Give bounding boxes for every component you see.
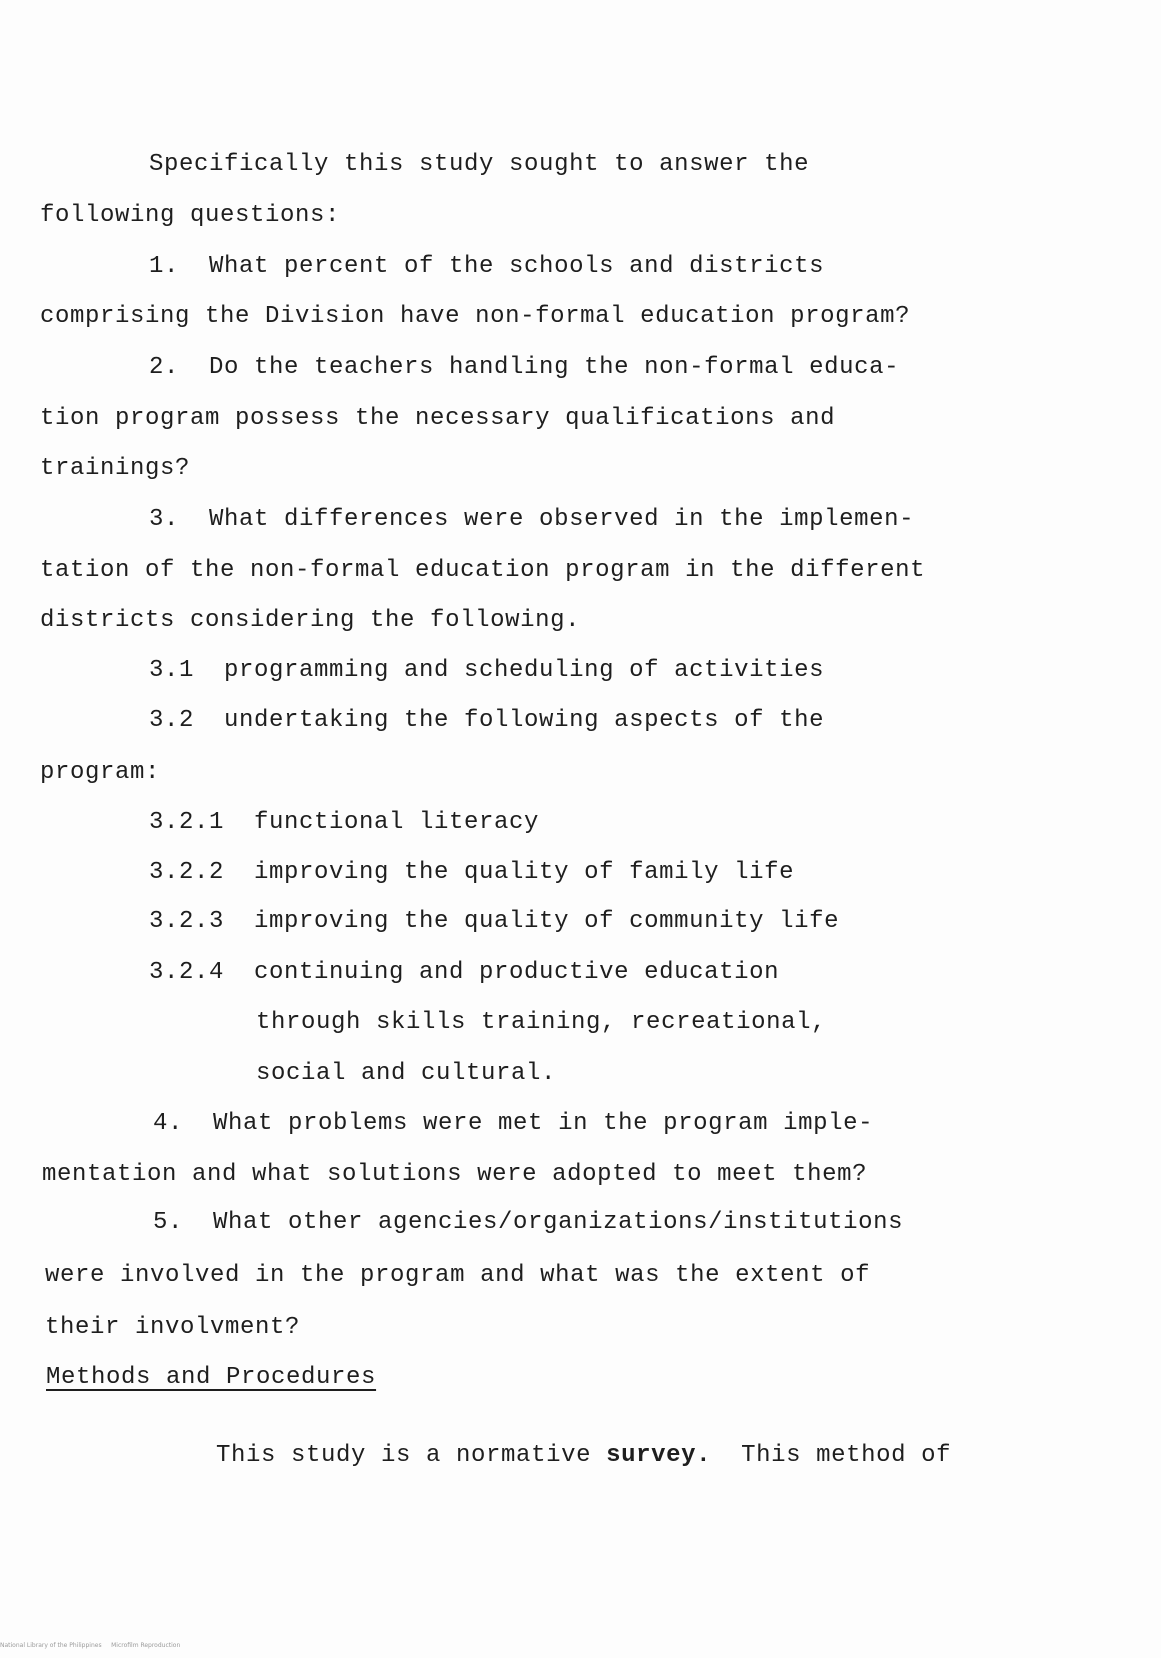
text-span: This study is a normative (216, 1442, 607, 1469)
text-line: Specifically this study sought to answer the (149, 151, 810, 178)
text-line: were involved in the program and what was the extent of (45, 1262, 871, 1289)
text-line: following questions: (40, 202, 341, 229)
text-line: through skills training, recreational, (256, 1009, 827, 1036)
bold-word: survey. (606, 1442, 712, 1469)
text-line: comprising the Division have non-formal education program? (40, 303, 911, 330)
text-line: 3.2.4 continuing and productive education (149, 959, 780, 986)
text-line: program: (40, 759, 161, 786)
text-line: tation of the non-formal education program in the different (40, 557, 926, 584)
text-line: districts considering the following. (40, 607, 581, 634)
text-line: 3.2.3 improving the quality of community life (149, 908, 840, 935)
text-line: 3.2.1 functional literacy (149, 809, 540, 836)
text-line (156, 1411, 951, 1501)
text-line: 4. What problems were met in the program imple- (153, 1110, 874, 1137)
section-heading: Methods and Procedures (46, 1364, 377, 1391)
text-line: tion program possess the necessary qualifications and (40, 405, 836, 432)
text-line: mentation and what solutions were adopted to meet them? (42, 1161, 868, 1188)
text-line: 5. What other agencies/organizations/institutions (153, 1209, 904, 1236)
text-line: social and cultural. (256, 1060, 557, 1087)
text-line: 3.1 programming and scheduling of activities (149, 657, 825, 684)
text-line: trainings? (40, 455, 191, 482)
text-line: their involvment? (45, 1314, 301, 1341)
text-line: 3.2.2 improving the quality of family life (149, 859, 795, 886)
text-line: 3.2 undertaking the following aspects of the (149, 707, 825, 734)
text-line: 1. What percent of the schools and districts (149, 253, 825, 280)
text-line: 2. Do the teachers handling the non-formal educa- (149, 354, 900, 381)
text-line: 3. What differences were observed in the implemen- (149, 506, 915, 533)
microfilm-footer: National Library of the Philippines Microfilm Reproduction (0, 1642, 181, 1649)
text-span: This method of (711, 1442, 952, 1469)
